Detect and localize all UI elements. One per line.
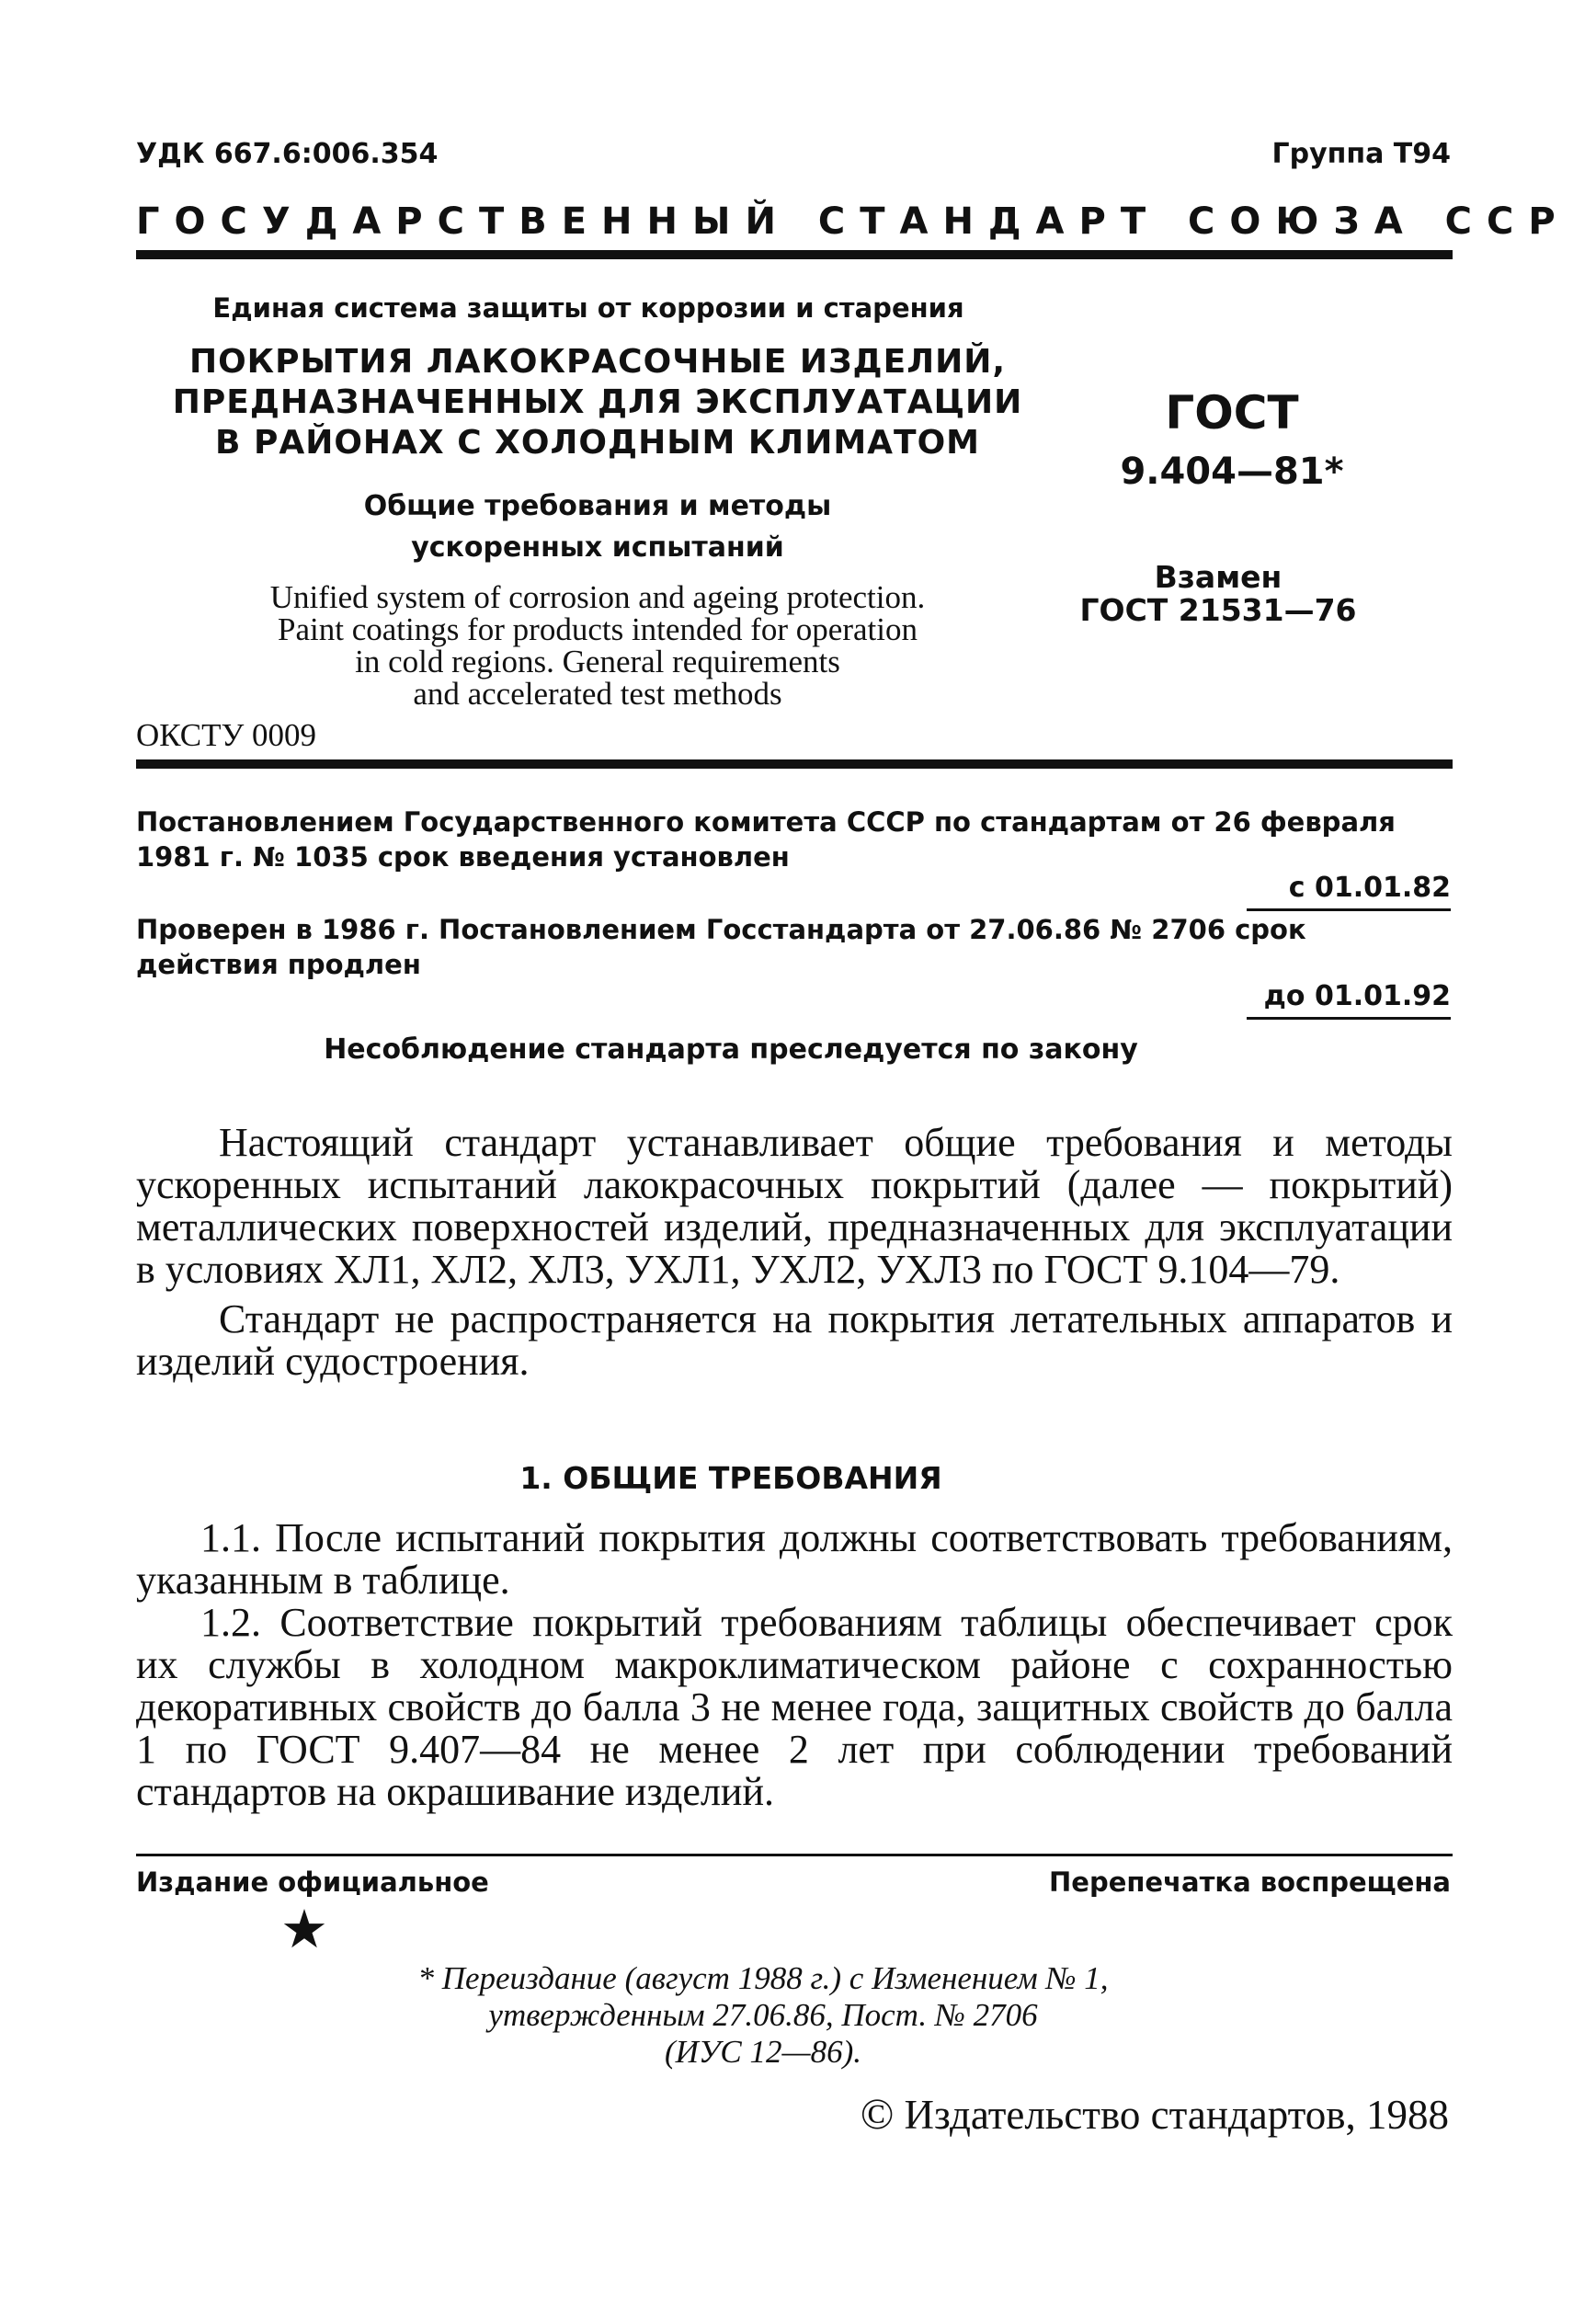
footnote-line: утвержденным 27.06.86, Пост. № 2706 (488, 1997, 1038, 2033)
intro-date-underline (1247, 908, 1451, 911)
section-heading: 1. ОБЩИЕ ТРЕБОВАНИЯ (519, 1460, 942, 1496)
reissue-footnote (303, 1960, 1223, 2071)
clause: 1.1. После испытаний покрытия должны соответствовать требованиям, указанным в таблице. (136, 1515, 1453, 1603)
title-line: ПРЕДНАЗНАЧЕННЫХ ДЛЯ ЭКСПЛУАТАЦИИ (172, 383, 1023, 421)
reprint-prohibited: Перепечатка воспрещена (1049, 1866, 1451, 1898)
publisher-name: Издательство стандартов, 1988 (904, 2092, 1449, 2138)
footer-rule (136, 1854, 1453, 1856)
introduction-text (136, 1122, 1453, 1383)
footnote-line: * Переиздание (август 1988 г.) с Изменением № 1, (417, 1960, 1109, 1996)
extension-date-underline (1247, 1017, 1451, 1020)
header-rule (136, 250, 1453, 259)
standard-subtitle (276, 485, 919, 568)
extension-date: до 01.01.92 (1263, 980, 1451, 1012)
subtitle-line: ускоренных испытаний (411, 531, 784, 564)
requirements-text (136, 1517, 1453, 1813)
state-standard-banner: ГОСУДАРСТВЕННЫЙ СТАНДАРТ СОЮЗА ССР (136, 200, 1570, 243)
replaces-value: ГОСТ 21531—76 (1079, 592, 1357, 628)
title-line: В РАЙОНАХ С ХОЛОДНЫМ КЛИМАТОМ (214, 424, 981, 462)
law-notice: Несоблюдение стандарта преследуется по закону (324, 1033, 1138, 1066)
paragraph: Настоящий стандарт устанавливает общие требования и методы ускоренных испытаний лакокрасочных покрытий (далее — покрытий) металлических поверхностей изделий, предназначенных для эксплуатации в условиях ХЛ1, ХЛ2, ХЛ3, УХЛ1, УХЛ2, УХЛ3 по ГОСТ 9.104—79. (136, 1120, 1453, 1292)
standard-title (138, 342, 1057, 463)
publisher-line (861, 2089, 1449, 2140)
title-line: ПОКРЫТИЯ ЛАКОКРАСОЧНЫЕ ИЗДЕЛИЙ, (188, 343, 1007, 381)
official-edition: Издание официальное (136, 1866, 489, 1898)
subtitle-line: Общие требования и методы (363, 490, 832, 522)
checked-text: Проверен в 1986 г. Постановлением Госстандарта от 27.06.86 № 2706 срок действия продлен (136, 914, 1306, 980)
footnote-line: (ИУС 12—86). (664, 2034, 862, 2070)
standard-system: Единая система защиты от коррозии и старения (212, 292, 964, 324)
decree-text: Постановлением Государственного комитета СССР по стандартам от 26 февраля 1981 г. № 1035 срок введения установлен (136, 806, 1396, 873)
gost-label: ГОСТ (1165, 386, 1299, 440)
clause: 1.2. Соответствие покрытий требованиям таблицы обеспечивает срок их службы в холодном макроклиматическом районе с сохранностью декоративных свойств до балла 3 не менее года, защитных свойств до балла 1 по ГОСТ 9.407—84 не менее 2 лет при соблюдении требований стандартов на окрашивание изделий. (136, 1600, 1453, 1814)
replaces-label: Взамен (1154, 559, 1282, 595)
introduction-date: с 01.01.82 (1288, 872, 1451, 904)
gost-number: 9.404—81* (1120, 451, 1344, 493)
title-block-rule (136, 759, 1453, 769)
group-code: Группа Т94 (1271, 138, 1451, 170)
english-title (138, 581, 1057, 710)
english-line: Paint coatings for products intended for operation (278, 611, 918, 647)
copyright-icon: © (860, 2090, 895, 2139)
paragraph: Стандарт не распространяется на покрытия летательных аппаратов и изделий судостроения. (136, 1296, 1453, 1384)
udk-code: УДК 667.6:006.354 (136, 138, 439, 170)
english-line: and accelerated test methods (413, 676, 782, 712)
star-icon: ★ (280, 1900, 328, 1959)
english-line: in cold regions. General requirements (355, 644, 840, 679)
english-line: Unified system of corrosion and ageing protection. (269, 579, 926, 615)
okstu-code: ОКСТУ 0009 (136, 717, 317, 753)
